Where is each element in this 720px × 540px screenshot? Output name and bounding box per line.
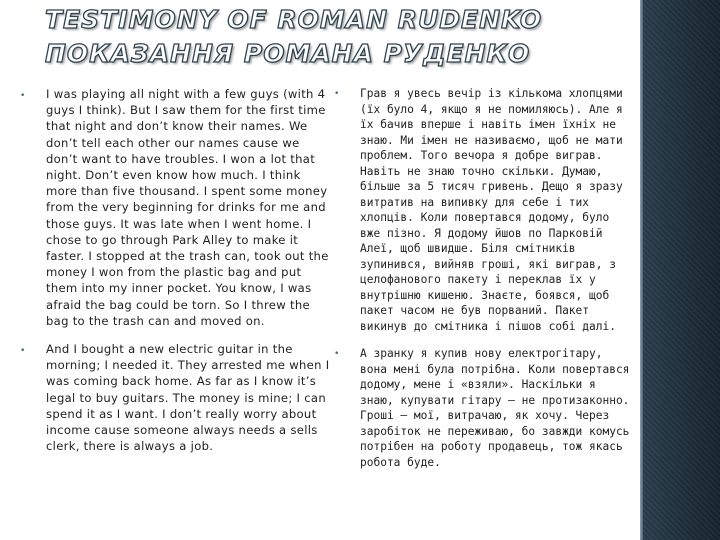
- left-column: [20, 86, 332, 466]
- bullet-icon: •: [20, 346, 26, 357]
- list-item-uk-1: [334, 86, 632, 334]
- list-item-en-1: [20, 86, 332, 329]
- side-panel-edge: [640, 0, 643, 540]
- paragraph-text: I was playing all night with a few guys (with 4 guys I think). But I saw them for the first time that night and don’t know their names. We don’t tell each other our names cause we don’t want to have troubles. I won a lot that night. Don’t even know how much. I think more than five thousand. I spent some money from the very beginning for drinks for me and those guys. It was late when I went home. I chose to go through Park Alley to make it faster. I stopped at the trash can, took out the money I won from the plastic bag and put them into my inner pocket. You know, I was afraid the bag could be torn. So I threw the bag to the trash can and moved on.: [46, 87, 329, 328]
- paragraph-text: А зранку я купив нову електрогітару, вона мені була потрібна. Коли повертався додому, мене і «взяли». Наскільки я знаю, купувати гітару – не протизаконно. Гроші – мої, витрачаю, як хочу. Через заробіток не переживаю, бо завжди комусь потрібен на роботу продавець, тож якась робота буде.: [360, 347, 630, 469]
- bullet-icon: •: [334, 349, 340, 359]
- list-item-uk-2: [334, 346, 632, 470]
- list-item-en-2: [20, 341, 332, 454]
- paragraph-text: Грав я увесь вечір із кількома хлопцями (їх було 4, якщо я не помиляюсь). Але я їх бачив вперше і навіть імен їхніх не знаю. Ми імен не називаємо, щоб не мати проблем. Того вечора я добре виграв. Навіть не знаю точно скільки. Думаю, більше за 5 тисяч гривень. Дещо я зразу витратив на випивку для себе і тих хлопців. Коли повертався додому, було вже пізно. Я додому йшов по Парковій Алеї, щоб швидше. Біля смітників зупинився, вийняв гроші, які виграв, з целофанового пакету і переклав їх у внутрішню кишеню. Знаєте, боявся, щоб пакет часом не був порваний. Пакет викинув до смітника і пішов собі далі.: [360, 87, 623, 333]
- paragraph-text: And I bought a new electric guitar in the morning; I needed it. They arrested me when I was coming back home. As far as I know it’s legal to buy guitars. The money is mine; I can spend it as I want. I don’t really worry about income cause someone always needs a sells clerk, there is always a job.: [46, 342, 330, 454]
- decorative-side-panel: [640, 0, 720, 540]
- title-english: TESTIMONY OF ROMAN RUDENKO: [45, 5, 543, 34]
- title-ukrainian: ПОКАЗАННЯ РОМАНА РУДЕНКО: [45, 39, 531, 68]
- bullet-icon: •: [334, 89, 340, 99]
- right-column: [334, 86, 632, 482]
- bullet-icon: •: [20, 91, 26, 101]
